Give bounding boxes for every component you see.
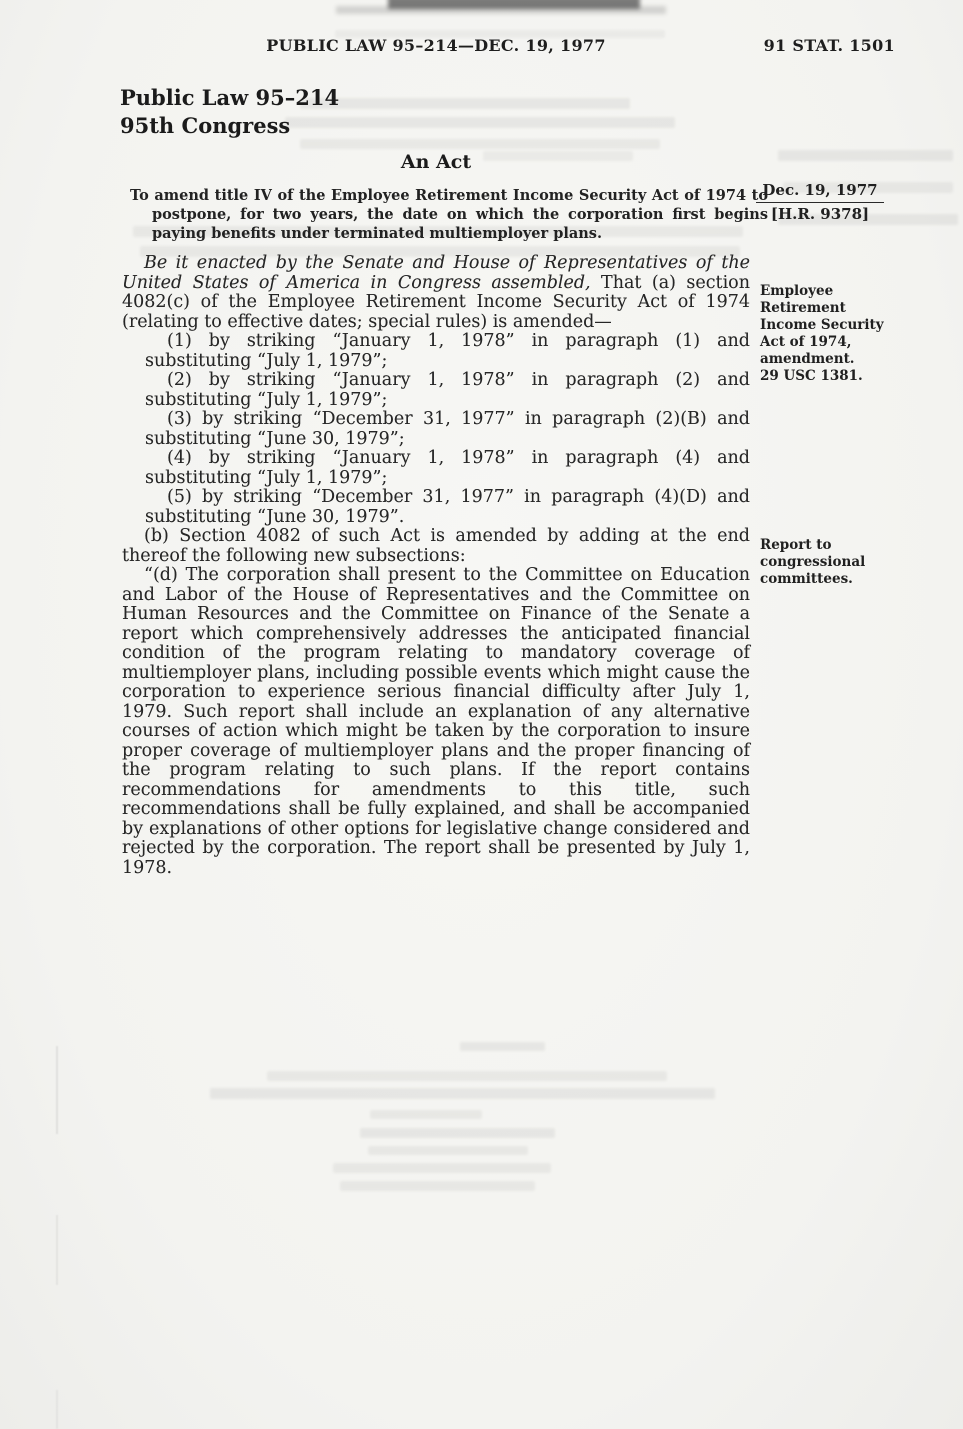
bleedthrough-line (370, 1110, 482, 1119)
bleedthrough-line (340, 1181, 535, 1191)
bleedthrough-line (360, 1128, 555, 1138)
scan-artifact (56, 1046, 58, 1134)
bleedthrough-line (285, 117, 675, 128)
bleedthrough-line (460, 1042, 545, 1051)
amending-clause-4: (4) by striking “January 1, 1978” in paragraph (4) and substituting “July 1, 1979”; (145, 448, 750, 488)
enacting-clause-rest: That (a) section 4082(c) of the Employee Retirement Income Security Act of 1974 (relating to effective dates; special rules) is amended— (122, 272, 750, 332)
subsection-b: (b) Section 4082 of such Act is amended by adding at the end thereof the following new subsections: (122, 526, 750, 566)
bleedthrough-line (368, 1146, 528, 1155)
amending-clause-3: (3) by striking “December 31, 1977” in paragraph (2)(B) and substituting “June 30, 1979”; (145, 409, 750, 449)
margin-date-block (756, 182, 884, 223)
bleedthrough-line (778, 150, 953, 161)
margin-note-erisa (760, 283, 886, 385)
law-number: Public Law 95–214 (120, 85, 340, 110)
act-title: An Act (400, 151, 472, 173)
usc-citation: 29 USC 1381. (760, 368, 863, 384)
scan-artifact (56, 1215, 58, 1285)
margin-note-report: Report to congressional committees. (760, 537, 866, 587)
bleedthrough-line (210, 1088, 715, 1099)
law-heading (120, 84, 339, 140)
scan-smudge (336, 6, 666, 14)
bleedthrough-line (333, 1163, 551, 1173)
enacting-clause (122, 254, 750, 332)
enacting-clause-italic: Be it enacted by the Senate and House of Representatives of the United States of America in Congress assembled, (122, 253, 750, 293)
enactment-date: Dec. 19, 1977 (756, 182, 884, 203)
amending-clause-1: (1) by striking “January 1, 1978” in paragraph (1) and substituting “July 1, 1979”; (145, 331, 750, 371)
body-text (122, 254, 750, 878)
subsection-d: “(d) The corporation shall present to the Committee on Education and Labor of the House of Representatives and the Committee on Human Resources and the Committee on Finance of the Senate a report which comprehensively addresses the anticipated financial condition of the program relating to mandatory coverage of multiemployer plans, including possible events which might cause the corporation to experience serious financial difficulty after July 1, 1979. Such report shall include an explanation of any alternative courses of action which might be taken by the corporation to insure proper coverage of multiemployer plans and the proper financing of the program relating to such plans. If the report contains recommendations for amendments to this title, such recommendations shall be fully explained, and shall be accompanied by explanations of other options for legislative change considered and rejected by the corporation. The report shall be presented by July 1, 1978. (122, 565, 750, 878)
scan-artifact (56, 1390, 58, 1429)
bleedthrough-line (300, 139, 660, 149)
amending-clause-2: (2) by striking “January 1, 1978” in paragraph (2) and substituting “July 1, 1979”; (145, 370, 750, 410)
bill-number: [H.R. 9378] (770, 205, 870, 223)
amending-clause-5: (5) by striking “December 31, 1977” in paragraph (4)(D) and substituting “June 30, 1979”. (145, 487, 750, 527)
bleedthrough-line (267, 1071, 667, 1081)
running-header-title: PUBLIC LAW 95–214—DEC. 19, 1977 (266, 36, 606, 55)
congress-number: 95th Congress (120, 113, 291, 138)
act-preamble: To amend title IV of the Employee Retirement Income Security Act of 1974 to postpone, for two years, the date on which the corporation first begins paying benefits under terminated multiemployer plans. (130, 187, 768, 242)
statute-page-number: 91 STAT. 1501 (763, 36, 895, 55)
bleedthrough-line (300, 98, 630, 109)
erisa-note-text: Employee Retirement Income Security Act of 1974, amendment. (760, 283, 884, 367)
